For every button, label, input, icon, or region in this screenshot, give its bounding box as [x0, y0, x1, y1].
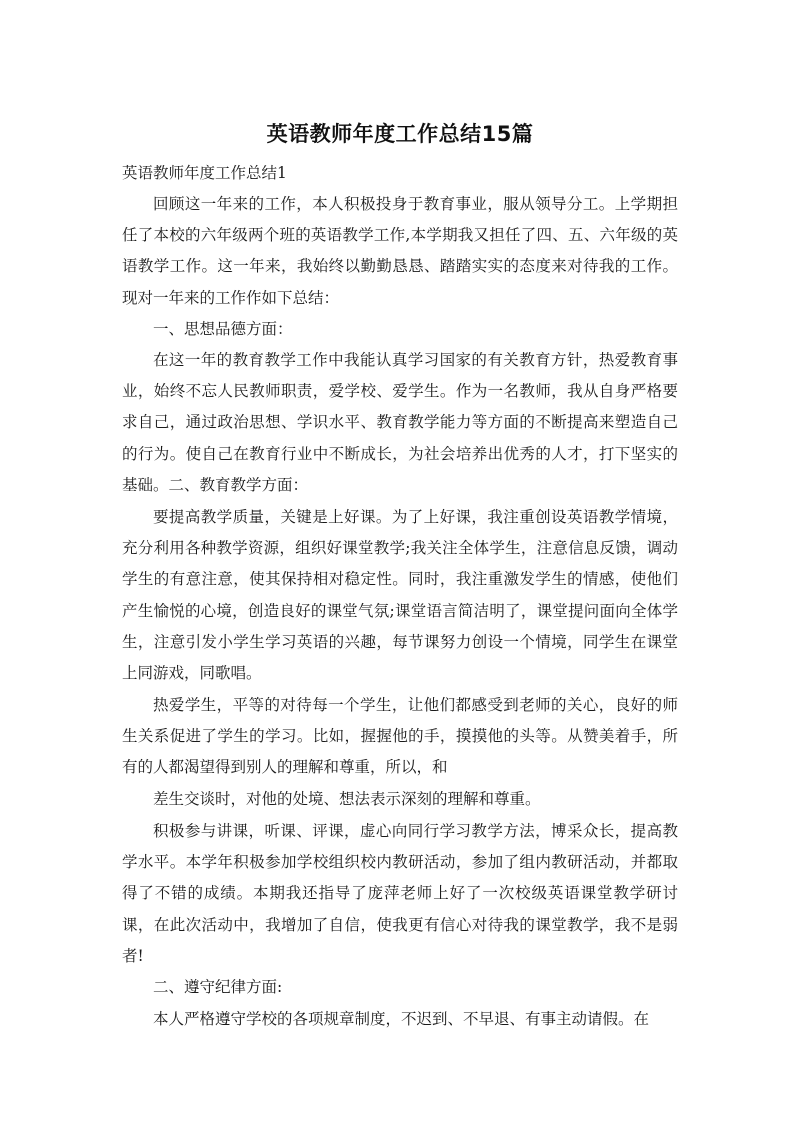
- paragraph-discipline: 本人严格遵守学校的各项规章制度，不迟到、不早退、有事主动请假。在: [153, 1010, 650, 1028]
- paragraph-review: 回顾这一年来的工作，本人积极投身于教育事业，服从领导分工。上学期担任了本校的六年级两个班的英语教学工作,本学期我又担任了四、五、六年级的英语教学工作。这一年来，我始终以勤勤恳恳、踏踏实实的态度来对待我的工作。现对一年来的工作作如下总结：: [122, 195, 678, 307]
- paragraph-poor-students: 差生交谈时，对他的处境、想法表示深刻的理解和尊重。: [153, 790, 541, 808]
- section-heading: 英语教师年度工作总结1: [122, 164, 287, 182]
- paragraph-ideology: 在这一年的教育教学工作中我能认真学习国家的有关教育方针，热爱教育事业，始终不忘人民教师职责，爱学校、爱学生。作为一名教师，我从自身严格要求自己，通过政治思想、学识水平、教育教学能力等方面的不断提高来塑造自己的行为。使自己在教育行业中不断成长，为社会培养出优秀的人才，打下坚实的基础。二、教育教学方面：: [122, 351, 678, 494]
- paragraph-students: 热爱学生，平等的对待每一个学生，让他们都感受到老师的关心，良好的师生关系促进了学生的学习。比如，握握他的手，摸摸他的头等。从赞美着手，所有的人都渴望得到别人的理解和尊重，所以，和: [122, 696, 678, 777]
- document-title: 英语教师年度工作总结15篇: [266, 122, 534, 146]
- paragraph-teaching: 要提高教学质量，关键是上好课。为了上好课，我注重创设英语教学情境，充分利用各种教学资源，组织好课堂教学;我关注全体学生，注意信息反馈，调动学生的有意注意，使其保持相对稳定性。同时，我注重激发学生的情感，使他们产生愉悦的心境，创造良好的课堂气氛;课堂语言简洁明了，课堂提问面向全体学生，注意引发小学生学习英语的兴趣，每节课努力创设一个情境，同学生在课堂上同游戏，同歌唱。: [122, 508, 678, 683]
- paragraph-research: 积极参与讲课，听课、评课，虚心向同行学习教学方法，博采众长，提高教学水平。本学年积极参加学校组织校内教研活动，参加了组内教研活动，并都取得了不错的成绩。本期我还指导了庞萍老师上好了一次校级英语课堂教学研讨课，在此次活动中，我增加了自信，使我更有信心对待我的课堂教学，我不是弱者!: [122, 822, 678, 965]
- heading-discipline: 二、遵守纪律方面:: [153, 978, 283, 996]
- heading-ideology: 一、思想品德方面：: [153, 320, 293, 338]
